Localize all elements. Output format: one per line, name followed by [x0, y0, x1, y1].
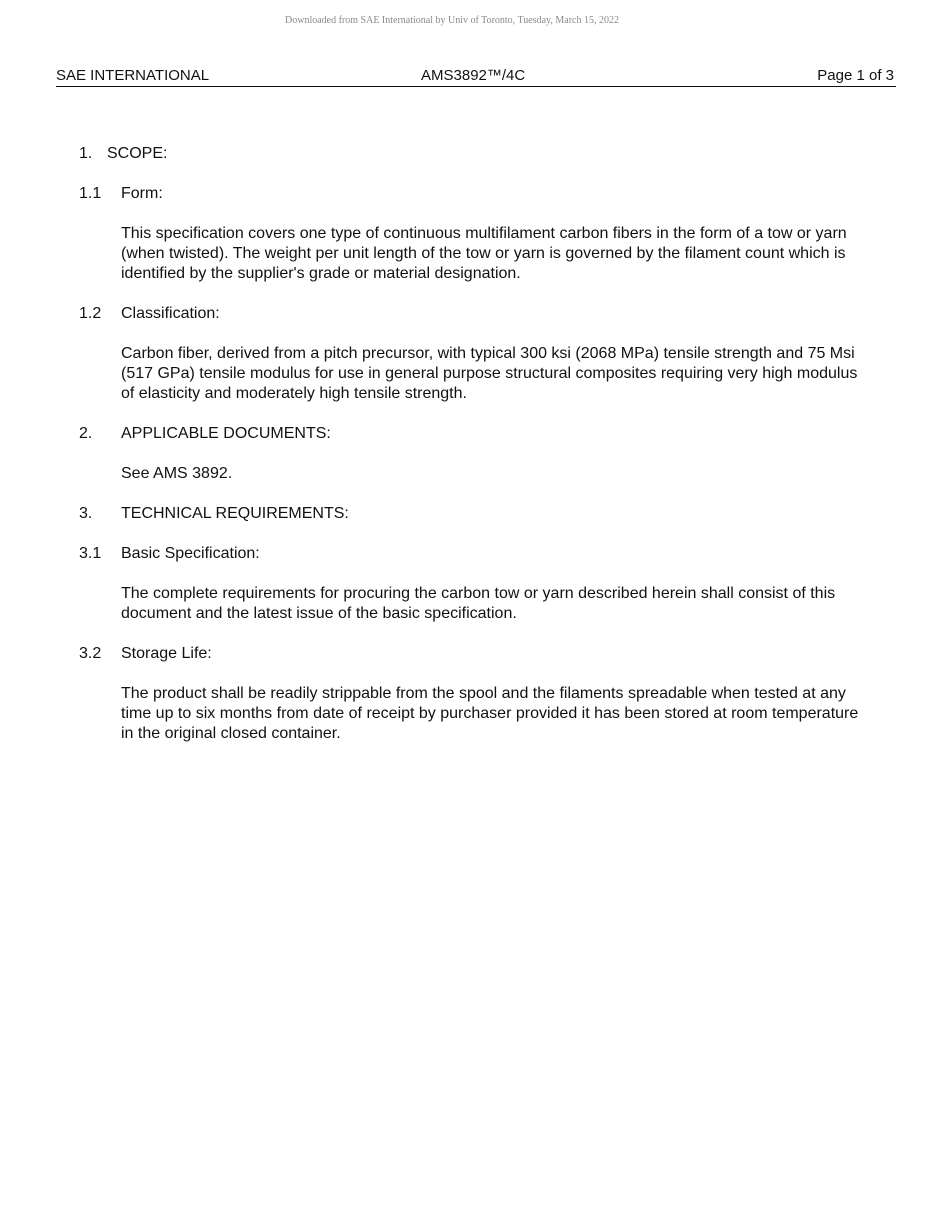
paragraph-basic-specification: The complete requirements for procuring the carbon tow or yarn described herein shall consist of this document and the latest issue of the basic specification.: [121, 585, 836, 622]
section-title: APPLICABLE DOCUMENTS:: [121, 425, 331, 442]
paragraph-classification: Carbon fiber, derived from a pitch precursor, with typical 300 ksi (2068 MPa) tensile strength and 75 Msi (517 GPa) tensile modulus for use in general purpose structural composites requiring very high modulus of elasticity and moderately high tensile strength.: [121, 345, 858, 402]
section-number: 3.2: [79, 645, 102, 662]
section-heading-classification: [79, 304, 879, 324]
section-heading-basic-specification: [79, 544, 879, 564]
section-number: 2.: [79, 425, 93, 442]
document-id: AMS3892™/4C: [421, 67, 526, 84]
paragraph-applicable-documents: See AMS 3892.: [121, 465, 233, 482]
document-body: [79, 144, 879, 764]
section-heading-technical-requirements: [79, 504, 879, 524]
organization-name: SAE INTERNATIONAL: [56, 67, 210, 84]
section-number: 3.: [79, 505, 93, 522]
page-number: Page 1 of 3: [817, 67, 894, 84]
section-title: Classification:: [121, 305, 220, 322]
section-number: 3.1: [79, 545, 102, 562]
paragraph-storage-life: The product shall be readily strippable from the spool and the filaments spreadable when tested at any time up to six months from date of receipt by purchaser provided it has been stored at room temperature in the original closed container.: [121, 685, 859, 742]
section-title: Storage Life:: [121, 645, 212, 662]
section-number: 1.1: [79, 185, 102, 202]
section-title: Basic Specification:: [121, 545, 260, 562]
section-heading-storage-life: [79, 644, 879, 664]
section-heading-applicable-documents: [79, 424, 879, 444]
section-title: TECHNICAL REQUIREMENTS:: [121, 505, 349, 522]
section-title: SCOPE:: [107, 145, 168, 162]
section-title: Form:: [121, 185, 163, 202]
section-heading-form: [79, 184, 879, 204]
running-header: [56, 66, 896, 87]
paragraph-form: This specification covers one type of continuous multifilament carbon fibers in the form of a tow or yarn (when twisted). The weight per unit length of the tow or yarn is governed by the filament count which is identified by the supplier's grade or material designation.: [121, 225, 847, 282]
section-heading-scope: [79, 144, 879, 164]
download-watermark: Downloaded from SAE International by Univ of Toronto, Tuesday, March 15, 2022: [285, 15, 619, 26]
section-number: 1.2: [79, 305, 102, 322]
section-number: 1.: [79, 145, 93, 162]
